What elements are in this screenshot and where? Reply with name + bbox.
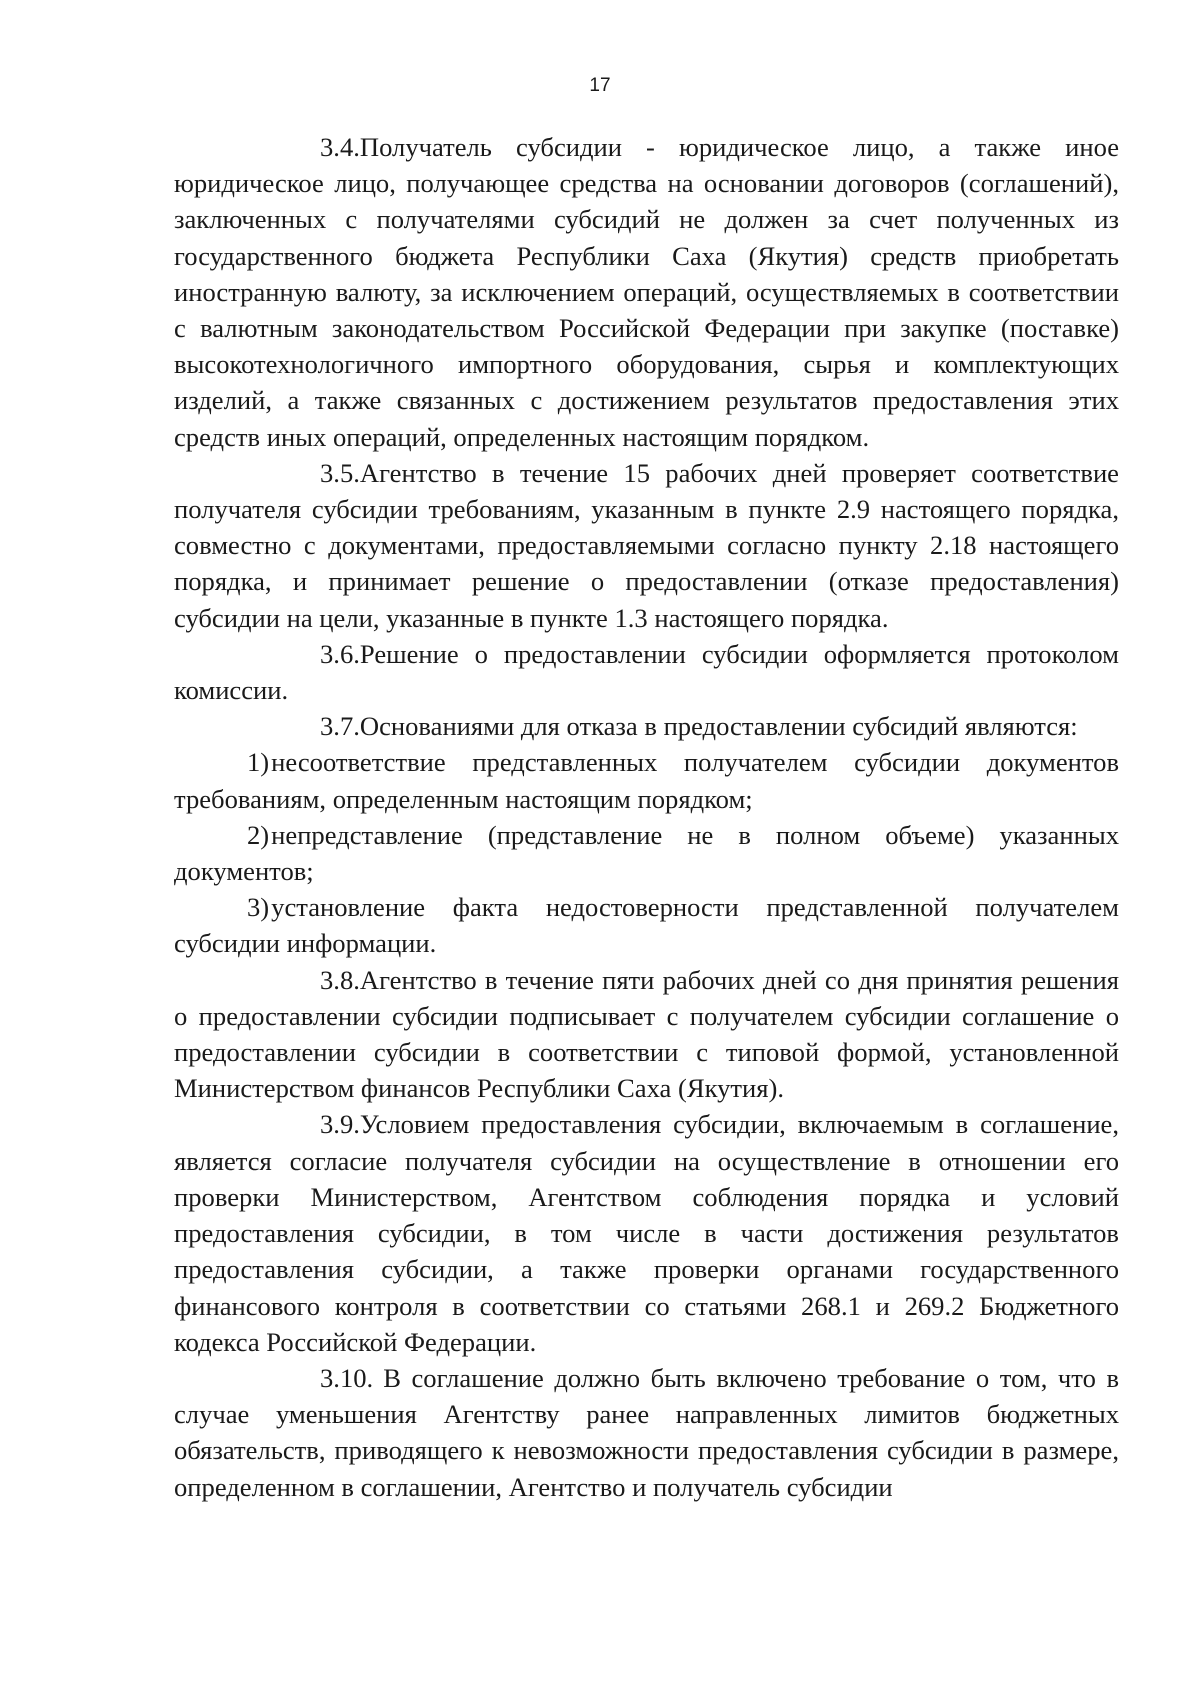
- list-item-2: [174, 817, 1119, 889]
- paragraph-text: Агентство в течение пяти рабочих дней со дня принятия решения о предоставлении субсидии подписывает с получателем субсидии соглашение о предоставлении субсидии в соответствии с типовой формой, установленной Министерством финансов Республики Саха (Якутия).: [174, 964, 1119, 1104]
- paragraph-text: Агентство в течение 15 рабочих дней проверяет соответствие получателя субсидии требованиям, указанным в пункте 2.9 настоящего порядка, совместно с документами, предоставляемыми согласно пункту 2.18 настоящего порядка, и принимает решение о предоставлении (отказе предоставления) субсидии на цели, указанные в пункте 1.3 настоящего порядка.: [174, 457, 1119, 633]
- list-item-number: 2): [247, 819, 270, 850]
- list-item-text: непредставление (представление не в полном объеме) указанных документов;: [174, 819, 1119, 887]
- paragraph-3-8: [174, 962, 1119, 1107]
- paragraph-3-9: [174, 1106, 1119, 1359]
- paragraph-text: Условием предоставления субсидии, включаемым в соглашение, является согласие получателя субсидии на осуществление в отношении его проверки Министерством, Агентством соблюдения порядка и условий предоставления субсидии, в том числе в части достижения результатов предоставления субсидии, а также проверки органами государственного финансового контроля в соответствии со статьями 268.1 и 269.2 Бюджетного кодекса Российской Федерации.: [174, 1109, 1119, 1357]
- paragraph-number: 3.4.: [320, 132, 360, 162]
- paragraph-text: Решение о предоставлении субсидии оформляется протоколом комиссии.: [174, 638, 1119, 706]
- paragraph-number: 3.8.: [320, 964, 360, 995]
- paragraph-text: Основаниями для отказа в предоставлении субсидий являются:: [359, 711, 1078, 742]
- list-item-1: [174, 744, 1119, 816]
- page-number: 17: [589, 75, 611, 96]
- paragraph-3-10: [174, 1360, 1119, 1505]
- paragraph-text: В соглашение должно быть включено требование о том, что в случае уменьшения Агентству ранее направленных лимитов бюджетных обязательств, приводящего к невозможности предоставления субсидии в размере, определенном в соглашении, Агентство и получатель субсидии: [174, 1362, 1119, 1502]
- document-body: [174, 129, 1119, 1505]
- list-item-number: 3): [247, 892, 270, 923]
- paragraph-number: 3.7.: [320, 711, 360, 742]
- paragraph-3-4: [174, 129, 1119, 455]
- list-item-number: 1): [247, 747, 270, 778]
- paragraph-text: Получатель субсидии - юридическое лицо, а также иное юридическое лицо, получающее средства на основании договоров (соглашений), заключенных с получателями субсидий не должен за счет полученных из государственного бюджета Республики Саха (Якутия) средств приобретать иностранную валюту, за исключением операций, осуществляемых в соответствии с валютным законодательством Российской Федерации при закупке (поставке) высокотехнологичного импортного оборудования, сырья и комплектующих изделий, а также связанных с достижением результатов предоставления этих средств иных операций, определенных настоящим порядком.: [174, 132, 1119, 452]
- paragraph-number: 3.9.: [320, 1109, 360, 1140]
- paragraph-number: 3.6.: [320, 638, 360, 669]
- paragraph-3-6: [174, 636, 1119, 708]
- paragraph-3-7: [174, 708, 1119, 744]
- list-item-3: [174, 889, 1119, 961]
- paragraph-number: 3.10.: [320, 1362, 374, 1393]
- list-item-text: установление факта недостоверности представленной получателем субсидии информации.: [174, 892, 1119, 959]
- paragraph-3-5: [174, 455, 1119, 636]
- list-item-text: несоответствие представленных получателем субсидии документов требованиям, определенным настоящим порядком;: [174, 747, 1119, 814]
- paragraph-number: 3.5.: [320, 457, 360, 488]
